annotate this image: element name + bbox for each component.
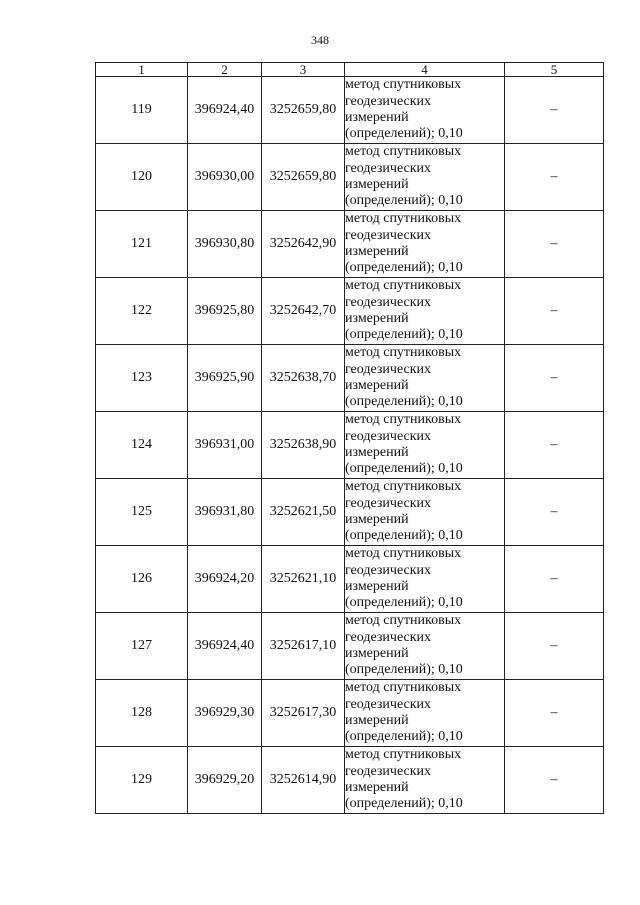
coordinate-y-cell: 3252642,70 bbox=[262, 278, 345, 345]
note-cell: – bbox=[505, 613, 604, 680]
note-cell: – bbox=[505, 77, 604, 144]
method-cell bbox=[345, 479, 505, 546]
method-line: (определений); 0,10 bbox=[345, 193, 463, 209]
method-line: геодезических bbox=[345, 93, 432, 109]
method-line: измерений bbox=[345, 713, 409, 728]
method-line: измерений bbox=[345, 780, 409, 795]
point-number-cell: 129 bbox=[96, 747, 188, 814]
method-cell bbox=[345, 278, 505, 345]
method-line: (определений); 0,10 bbox=[345, 327, 463, 343]
page-number: 348 bbox=[311, 33, 329, 47]
column-header-3: 3 bbox=[262, 63, 345, 77]
method-line: измерений bbox=[345, 311, 409, 326]
coordinate-x-cell: 396930,80 bbox=[188, 211, 262, 278]
point-number-cell: 123 bbox=[96, 345, 188, 412]
table-row bbox=[96, 345, 604, 412]
coordinate-x-cell: 396930,00 bbox=[188, 144, 262, 211]
method-line: (определений); 0,10 bbox=[345, 528, 463, 544]
note-cell: – bbox=[505, 747, 604, 814]
method-line: геодезических bbox=[345, 763, 432, 779]
method-line: измерений bbox=[345, 378, 409, 393]
table-row bbox=[96, 613, 604, 680]
method-line: (определений); 0,10 bbox=[345, 595, 463, 611]
coordinate-x-cell: 396931,80 bbox=[188, 479, 262, 546]
note-cell: – bbox=[505, 144, 604, 211]
method-line: измерений bbox=[345, 579, 409, 594]
method-line: (определений); 0,10 bbox=[345, 260, 463, 276]
method-line: метод спутниковых bbox=[345, 613, 462, 629]
table-row bbox=[96, 680, 604, 747]
point-number-cell: 120 bbox=[96, 144, 188, 211]
method-cell bbox=[345, 747, 505, 814]
method-line: геодезических bbox=[345, 562, 432, 578]
method-line: геодезических bbox=[345, 361, 432, 377]
coordinate-y-cell: 3252638,70 bbox=[262, 345, 345, 412]
table-row bbox=[96, 546, 604, 613]
method-line: метод спутниковых bbox=[345, 412, 462, 428]
point-number-cell: 119 bbox=[96, 77, 188, 144]
coordinate-y-cell: 3252617,30 bbox=[262, 680, 345, 747]
method-line: метод спутниковых bbox=[345, 747, 462, 763]
column-header-4: 4 bbox=[345, 63, 505, 77]
coordinate-x-cell: 396925,90 bbox=[188, 345, 262, 412]
point-number-cell: 128 bbox=[96, 680, 188, 747]
point-number-cell: 127 bbox=[96, 613, 188, 680]
method-line: измерений bbox=[345, 445, 409, 460]
column-header-2: 2 bbox=[188, 63, 262, 77]
note-cell: – bbox=[505, 412, 604, 479]
method-line: метод спутниковых bbox=[345, 546, 462, 562]
method-line: измерений bbox=[345, 512, 409, 527]
coordinate-y-cell: 3252659,80 bbox=[262, 144, 345, 211]
coordinate-x-cell: 396929,30 bbox=[188, 680, 262, 747]
method-line: метод спутниковых bbox=[345, 345, 462, 361]
method-line: метод спутниковых bbox=[345, 680, 462, 696]
note-cell: – bbox=[505, 345, 604, 412]
method-cell bbox=[345, 77, 505, 144]
coordinate-y-cell: 3252659,80 bbox=[262, 77, 345, 144]
table-row bbox=[96, 211, 604, 278]
table-row bbox=[96, 412, 604, 479]
note-cell: – bbox=[505, 680, 604, 747]
method-cell bbox=[345, 613, 505, 680]
note-cell: – bbox=[505, 278, 604, 345]
coordinate-x-cell: 396924,40 bbox=[188, 613, 262, 680]
point-number-cell: 122 bbox=[96, 278, 188, 345]
method-line: метод спутниковых bbox=[345, 278, 462, 294]
coordinate-x-cell: 396931,00 bbox=[188, 412, 262, 479]
method-line: измерений bbox=[345, 110, 409, 125]
coordinates-table bbox=[95, 62, 604, 814]
method-line: измерений bbox=[345, 244, 409, 259]
table-header-row bbox=[96, 63, 604, 77]
method-cell bbox=[345, 345, 505, 412]
coordinate-y-cell: 3252621,10 bbox=[262, 546, 345, 613]
point-number-cell: 126 bbox=[96, 546, 188, 613]
method-line: геодезических bbox=[345, 227, 432, 243]
method-line: (определений); 0,10 bbox=[345, 126, 463, 142]
method-cell bbox=[345, 412, 505, 479]
method-line: геодезических bbox=[345, 294, 432, 310]
method-line: геодезических bbox=[345, 696, 432, 712]
method-line: геодезических bbox=[345, 495, 432, 511]
table-row bbox=[96, 479, 604, 546]
coordinate-x-cell: 396925,80 bbox=[188, 278, 262, 345]
coordinate-y-cell: 3252642,90 bbox=[262, 211, 345, 278]
method-line: измерений bbox=[345, 646, 409, 661]
method-line: (определений); 0,10 bbox=[345, 461, 463, 477]
coordinate-x-cell: 396924,20 bbox=[188, 546, 262, 613]
method-line: (определений); 0,10 bbox=[345, 796, 463, 812]
coordinate-x-cell: 396929,20 bbox=[188, 747, 262, 814]
table-row bbox=[96, 747, 604, 814]
coordinate-y-cell: 3252617,10 bbox=[262, 613, 345, 680]
coordinate-y-cell: 3252638,90 bbox=[262, 412, 345, 479]
coordinate-x-cell: 396924,40 bbox=[188, 77, 262, 144]
table-row bbox=[96, 278, 604, 345]
method-line: метод спутниковых bbox=[345, 77, 462, 93]
method-cell bbox=[345, 546, 505, 613]
coordinate-y-cell: 3252614,90 bbox=[262, 747, 345, 814]
method-line: (определений); 0,10 bbox=[345, 394, 463, 410]
method-line: геодезических bbox=[345, 428, 432, 444]
method-line: геодезических bbox=[345, 160, 432, 176]
method-line: метод спутниковых bbox=[345, 479, 462, 495]
note-cell: – bbox=[505, 211, 604, 278]
method-line: (определений); 0,10 bbox=[345, 662, 463, 678]
method-line: (определений); 0,10 bbox=[345, 729, 463, 745]
table-row bbox=[96, 144, 604, 211]
method-cell bbox=[345, 211, 505, 278]
method-line: метод спутниковых bbox=[345, 211, 462, 227]
column-header-5: 5 bbox=[505, 63, 604, 77]
note-cell: – bbox=[505, 546, 604, 613]
point-number-cell: 124 bbox=[96, 412, 188, 479]
coordinate-y-cell: 3252621,50 bbox=[262, 479, 345, 546]
point-number-cell: 125 bbox=[96, 479, 188, 546]
column-header-1: 1 bbox=[96, 63, 188, 77]
method-cell bbox=[345, 680, 505, 747]
method-line: измерений bbox=[345, 177, 409, 192]
method-cell bbox=[345, 144, 505, 211]
table-row bbox=[96, 77, 604, 144]
method-line: геодезических bbox=[345, 629, 432, 645]
note-cell: – bbox=[505, 479, 604, 546]
method-line: метод спутниковых bbox=[345, 144, 462, 160]
point-number-cell: 121 bbox=[96, 211, 188, 278]
